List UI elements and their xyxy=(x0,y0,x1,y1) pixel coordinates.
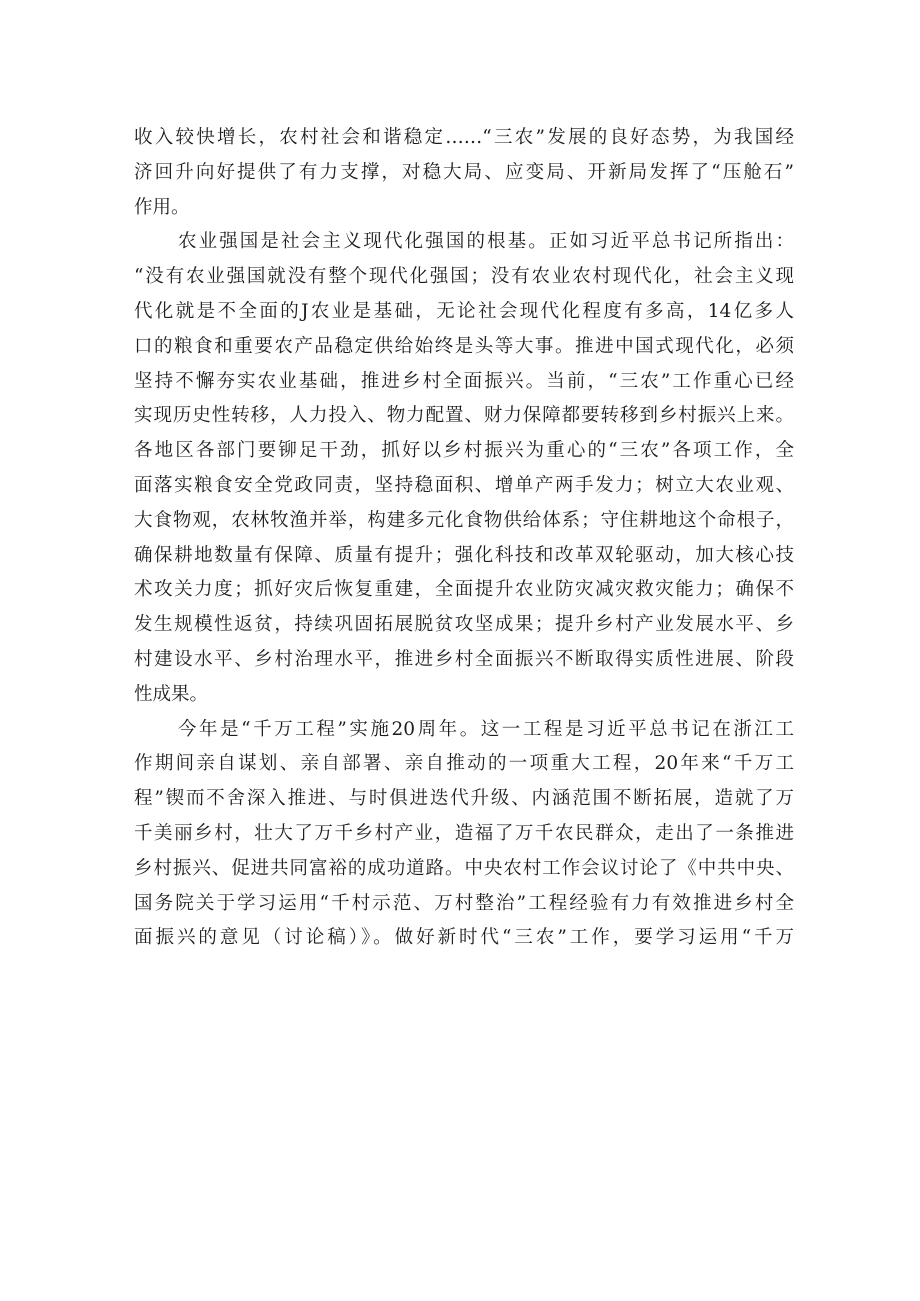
body-text xyxy=(134,121,794,956)
text-line: 村建设水平、乡村治理水平，推进乡村全面振兴不断取得实质性进展、阶段 xyxy=(134,648,794,670)
text-line: 收入较快增长，农村社会和谐稳定……“三农”发展的良好态势，为我国经 xyxy=(134,127,794,148)
text-line: 口的粮食和重要农产品稳定供给始终是头等大事。推进中国式现代化，必须 xyxy=(134,335,794,357)
text-line: 乡村振兴、促进共同富裕的成功道路。中央农村工作会议讨论了《中共中央、 xyxy=(134,857,794,879)
text-line: 面落实粮食安全党政同责，坚持稳面积、增单产两手发力；树立大农业观、 xyxy=(134,474,794,496)
paragraph xyxy=(134,225,794,712)
text-line: 作用。 xyxy=(134,196,190,218)
text-line: 国务院关于学习运用“千村示范、万村整治”工程经验有力有效推进乡村全 xyxy=(134,892,794,914)
text-line: 今年是“千万工程”实施20周年。这一工程是习近平总书记在浙江工 xyxy=(178,718,794,740)
text-line: 坚持不懈夯实农业基础，推进乡村全面振兴。当前，“三农”工作重心已经 xyxy=(134,370,794,392)
text-line: 农业强国是社会主义现代化强国的根基。正如习近平总书记所指出： xyxy=(178,231,794,253)
text-line: 千美丽乡村，壮大了万千乡村产业，造福了万千农民群众，走出了一条推进 xyxy=(134,822,794,844)
text-line: 确保耕地数量有保障、质量有提升；强化科技和改革双轮驱动，加大核心技 xyxy=(134,544,794,566)
text-line: 程”锲而不舍深入推进、与时俱进迭代升级、内涵范围不断拓展，造就了万 xyxy=(134,788,794,810)
text-line: 各地区各部门要铆足干劲，抓好以乡村振兴为重心的“三农”各项工作，全 xyxy=(134,440,794,462)
text-line: 性成果。 xyxy=(134,683,209,705)
text-line: 大食物观，农林牧渔并举，构建多元化食物供给体系；守住耕地这个命根子， xyxy=(134,509,794,531)
text-line: 面振兴的意见（讨论稿）》。做好新时代“三农”工作，要学习运用“千万 xyxy=(134,927,794,949)
text-line: 实现历史性转移，人力投入、物力配置、财力保障都要转移到乡村振兴上来。 xyxy=(134,405,794,427)
paragraph xyxy=(134,121,794,225)
text-line: 作期间亲自谋划、亲自部署、亲自推动的一项重大工程，20年来“千万工 xyxy=(134,753,794,775)
text-line: 术攻关力度；抓好灾后恢复重建，全面提升农业防灾减灾救灾能力；确保不 xyxy=(134,579,794,601)
text-line: 济回升向好提供了有力支撑，对稳大局、应变局、开新局发挥了“压舱石” xyxy=(134,161,794,183)
text-line: “没有农业强国就没有整个现代化强国；没有农业农村现代化，社会主义现 xyxy=(134,266,794,288)
paragraph xyxy=(134,713,794,957)
text-line: 代化就是不全面的J农业是基础，无论社会现代化程度有多高，14亿多人 xyxy=(134,300,794,322)
text-line: 发生规模性返贫，持续巩固拓展脱贫攻坚成果；提升乡村产业发展水平、乡 xyxy=(134,614,794,636)
